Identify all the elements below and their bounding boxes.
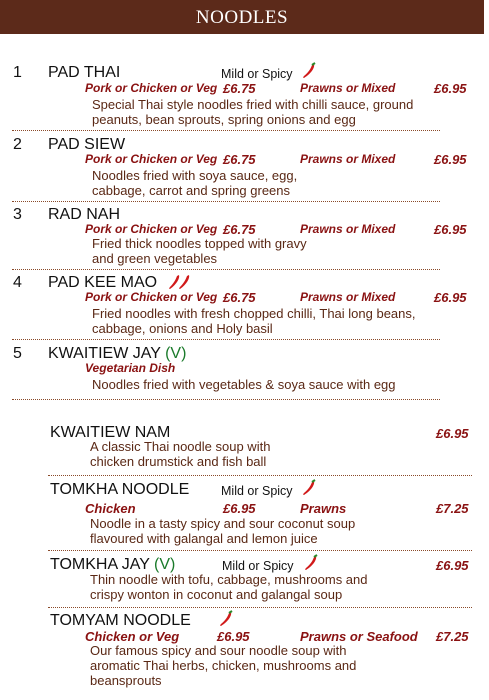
price: £6.95: [217, 629, 250, 644]
price: £6.95: [223, 501, 256, 516]
option-label: Vegetarian Dish: [85, 361, 176, 375]
spice-note: Mild or Spicy: [221, 484, 293, 498]
option-label: Prawns: [300, 501, 347, 516]
option-label: Prawns or Mixed: [300, 81, 396, 95]
option-label: Pork or Chicken or Veg: [85, 81, 218, 95]
price: £6.95: [436, 426, 469, 441]
option-label: Prawns or Mixed: [300, 222, 396, 236]
option-label: Chicken: [85, 501, 136, 516]
price: £6.75: [223, 222, 256, 237]
price: £6.75: [223, 290, 256, 305]
option-label: Pork or Chicken or Veg: [85, 290, 218, 304]
item-description: Special Thai style noodles fried with chilli sauce, ground peanuts, bean sprouts, spring onions and egg: [92, 97, 414, 127]
item-number: 5: [13, 345, 22, 362]
option-label: Prawns or Seafood: [300, 629, 418, 644]
price: £6.95: [434, 290, 467, 305]
price: £6.75: [223, 152, 256, 167]
item-name: TOMYAM NOODLE: [50, 612, 191, 629]
item-name: PAD THAI: [48, 64, 121, 81]
spice-note: Mild or Spicy: [222, 559, 294, 573]
item-description: A classic Thai noodle soup with chicken drumstick and fish ball: [90, 439, 271, 469]
price: £6.95: [434, 152, 467, 167]
spice-note: Mild or Spicy: [221, 67, 293, 81]
divider: [12, 339, 440, 340]
section-title: NOODLES: [195, 7, 289, 28]
divider: [12, 269, 440, 270]
item-name: KWAITIEW NAM: [50, 424, 171, 441]
item-number: 4: [13, 274, 22, 291]
option-label: Chicken or Veg: [85, 629, 180, 644]
divider: [12, 201, 440, 202]
item-name: PAD KEE MAO: [48, 274, 158, 291]
item-description: Thin noodle with tofu, cabbage, mushrooms and crispy wonton in coconut and galangal soup: [90, 572, 368, 602]
chili-pepper-icon: [300, 479, 318, 502]
option-label: Pork or Chicken or Veg: [85, 222, 218, 236]
item-description: Noodle in a tasty spicy and sour coconut soup flavoured with galangal and lemon juice: [90, 516, 356, 546]
item-number: 2: [13, 136, 22, 153]
item-description: Our famous spicy and sour noodle soup with aromatic Thai herbs, chicken, mushrooms and beansprouts: [90, 643, 357, 688]
item-number: 3: [13, 206, 22, 223]
divider: [48, 550, 472, 551]
item-name-text: TOMKHA JAY: [50, 556, 150, 573]
vegetarian-badge: (V): [165, 345, 187, 362]
item-name-text: KWAITIEW JAY: [48, 345, 161, 362]
vegetarian-badge: (V): [154, 556, 176, 573]
item-name: TOMKHA NOODLE: [50, 481, 190, 498]
menu-header: [0, 0, 484, 34]
price: £6.95: [434, 222, 467, 237]
price: £7.25: [436, 501, 469, 516]
item-name: PAD SIEW: [48, 136, 126, 153]
option-label: Pork or Chicken or Veg: [85, 152, 218, 166]
item-description: Noodles fried with vegetables & soya sauce with egg: [92, 377, 396, 392]
item-description: Noodles fried with soya sauce, egg, cabbage, carrot and spring greens: [92, 168, 298, 198]
option-label: Prawns or Mixed: [300, 152, 396, 166]
item-description: Fried thick noodles topped with gravy and green vegetables: [92, 236, 307, 266]
divider: [48, 475, 472, 476]
price: £6.75: [223, 81, 256, 96]
item-name: RAD NAH: [48, 206, 121, 223]
item-description: Fried noodles with fresh chopped chilli, Thai long beans, cabbage, onions and Holy basil: [92, 306, 416, 336]
divider: [12, 130, 440, 131]
price: £6.95: [436, 558, 469, 573]
price: £6.95: [434, 81, 467, 96]
divider: [12, 399, 440, 400]
divider: [48, 607, 472, 608]
item-number: 1: [13, 64, 22, 81]
price: £7.25: [436, 629, 469, 644]
option-label: Prawns or Mixed: [300, 290, 396, 304]
